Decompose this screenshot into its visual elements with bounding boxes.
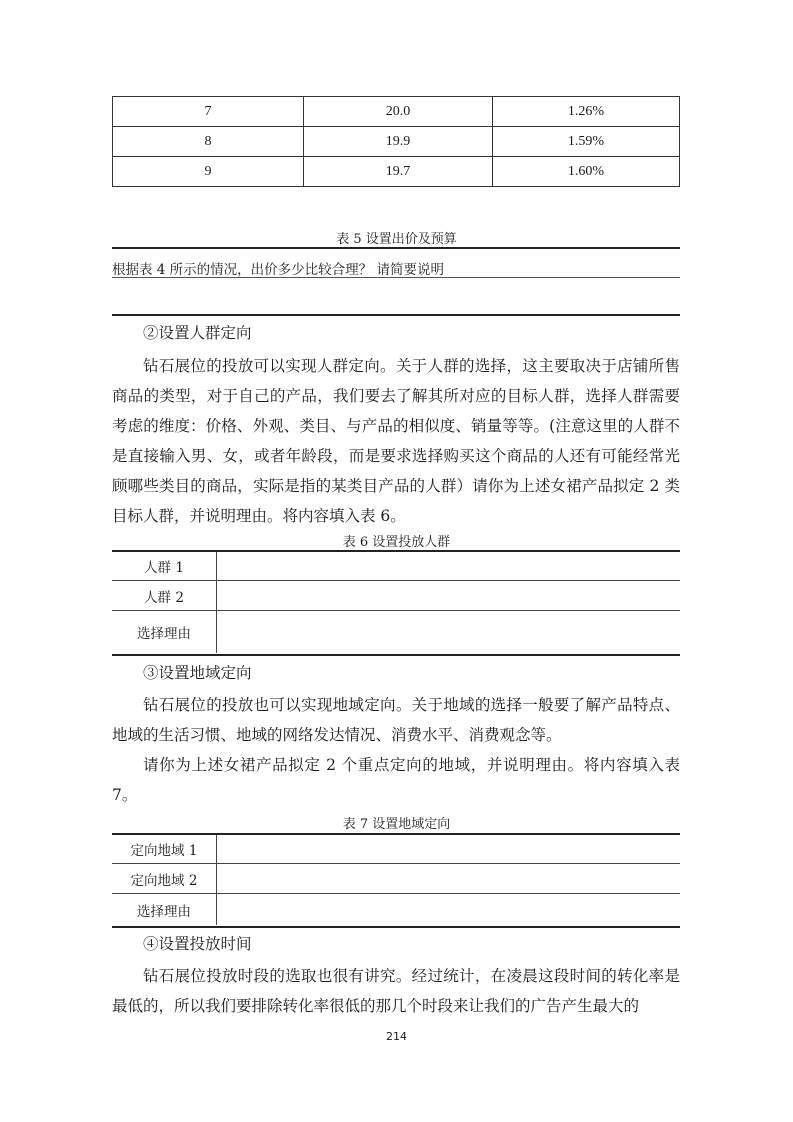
table-cell: 19.7	[304, 157, 493, 187]
table-row	[112, 894, 680, 926]
table-divider	[112, 277, 680, 278]
region-targeting-table	[112, 835, 680, 925]
row-label: 定向地域 1	[112, 835, 217, 864]
section-paragraph	[112, 351, 680, 531]
row-value[interactable]	[217, 611, 681, 654]
row-label: 人群 2	[112, 581, 217, 611]
table-row	[112, 611, 680, 654]
table-cell: 1.26%	[493, 97, 680, 127]
table-question: 根据表 4 所示的情况，出价多少比较合理？ 请简要说明	[112, 262, 444, 278]
row-label: 选择理由	[112, 894, 217, 926]
table-row	[113, 97, 680, 127]
table-bottom-rule	[112, 654, 680, 656]
table-row	[113, 127, 680, 157]
section-paragraph	[112, 961, 680, 1021]
table-cell: 20.0	[304, 97, 493, 127]
row-label: 选择理由	[112, 611, 217, 654]
section-heading: ③设置地域定向	[143, 664, 252, 682]
table-cell: 19.9	[304, 127, 493, 157]
table-row	[112, 835, 680, 864]
data-table	[112, 96, 680, 187]
row-value[interactable]	[217, 581, 681, 611]
row-value[interactable]	[217, 894, 681, 926]
table-row	[112, 864, 680, 894]
table-bottom-rule	[112, 314, 680, 316]
paragraph-text: 钻石展位的投放也可以实现地域定向。关于地域的选择一般要了解产品特点、地域的生活习惯、地域的网络发达情况、消费水平、消费观念等。	[112, 696, 680, 744]
section-paragraph	[112, 690, 680, 810]
row-label: 人群 1	[112, 552, 217, 581]
table-row	[112, 552, 680, 581]
table-cell: 1.60%	[493, 157, 680, 187]
target-audience-table	[112, 552, 680, 653]
answer-area[interactable]	[112, 282, 680, 310]
section-heading: ②设置人群定向	[143, 324, 252, 342]
table-caption: 表 7 设置地域定向	[342, 817, 451, 832]
table-row	[113, 157, 680, 187]
row-value[interactable]	[217, 864, 681, 894]
table-cell: 1.59%	[493, 127, 680, 157]
table-caption: 表 5 设置出价及预算	[336, 232, 457, 247]
table-cell: 8	[113, 127, 304, 157]
paragraph-text: 请你为上述女裙产品拟定 2 个重点定向的地域，并说明理由。将内容填入表 7。	[112, 756, 680, 804]
table-cell: 9	[113, 157, 304, 187]
paragraph-text: 钻石展位的投放可以实现人群定向。关于人群的选择，这主要取决于店铺所售商品的类型，对于自己的产品，我们要去了解其所对应的目标人群，选择人群需要考虑的维度：价格、外观、类目、与产品的相似度、销量等等。(注意这里的人群不是直接输入男、女，或者年龄段，而是要求选择购买这个商品的人还有可能经常光顾哪些类目的商品，实际是指的某类目产品的人群）请你为上述女裙产品拟定 2 类目标人群，并说明理由。将内容填入表 6。	[112, 357, 680, 525]
table-row	[112, 581, 680, 611]
table-bottom-rule	[112, 926, 680, 928]
table-top-rule	[112, 247, 680, 249]
page-number: 214	[386, 1030, 407, 1043]
section-heading: ④设置投放时间	[143, 935, 252, 953]
row-value[interactable]	[217, 552, 681, 581]
paragraph-text: 钻石展位投放时段的选取也很有讲究。经过统计，在凌晨这段时间的转化率是最低的，所以我们要排除转化率很低的那几个时段来让我们的广告产生最大的	[112, 967, 680, 1015]
table-caption: 表 6 设置投放人群	[342, 535, 451, 550]
row-value[interactable]	[217, 835, 681, 864]
row-label: 定向地域 2	[112, 864, 217, 894]
table-cell: 7	[113, 97, 304, 127]
